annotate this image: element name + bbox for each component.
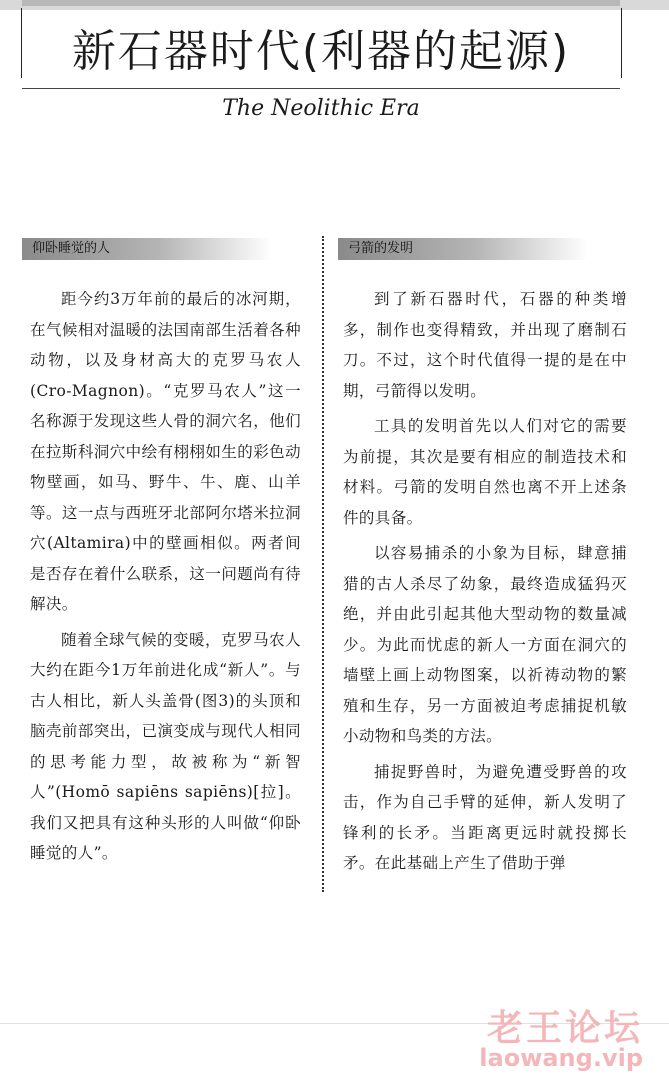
paragraph: 工具的发明首先以人们对它的需要为前提，其次是要有相应的制造技术和材料。弓箭的发明自然也离不开上述条件的具备。 — [343, 417, 627, 527]
page-title: 新石器时代(利器的起源) — [71, 26, 571, 77]
paragraph: 捕捉野兽时，为避免遭受野兽的攻击，作为自己手臂的延伸，新人发明了锋利的长矛。当距离更远时就投掷长矛。在此基础上产生了借助于弹 — [343, 762, 627, 872]
right-column — [343, 284, 627, 884]
paragraph: 随着全球气候的变暖，克罗马农人大约在距今1万年前进化成“新人”。与古人相比，新人头盖骨(图3)的头顶和脑壳前部突出，已演变成与现代人相同的思考能力型，故被称为“新智人”(Homō sapiēns sapiēns)[拉]。我们又把具有这种头形的人叫做“仰卧睡觉的人”。 — [30, 630, 301, 862]
page-subtitle: The Neolithic Era — [222, 96, 420, 121]
watermark-url: laowang.vip — [479, 1044, 643, 1072]
title-underline — [22, 88, 620, 89]
section-heading-left: 仰卧睡觉的人 — [22, 238, 272, 260]
left-column — [30, 284, 301, 874]
watermark-text: 老王论坛 — [486, 1008, 643, 1049]
paragraph: 距今约3万年前的最后的冰河期，在气候相对温暖的法国南部生活着各种动物，以及身材高大的克罗马农人(Cro-Magnon)。“克罗马农人”这一名称源于发现这些人骨的洞穴名，他们在拉斯科洞穴中绘有栩栩如生的彩色动物壁画，如马、野牛、牛、鹿、山羊等。这一点与西班牙北部阿尔塔米拉洞穴(Altamira)中的壁画相似。两者间是否存在着什么联系，这一问题尚有待解决。 — [30, 290, 301, 613]
paragraph: 到了新石器时代，石器的种类增多，制作也变得精致，并出现了磨制石刀。不过，这个时代值得一提的是在中期，弓箭得以发明。 — [343, 290, 627, 400]
section-heading-right: 弓箭的发明 — [338, 238, 588, 260]
paragraph: 以容易捕杀的小象为目标，肆意捕猎的古人杀尽了幼象，最终造成猛犸灭绝，并由此引起其他大型动物的数量减少。为此而忧虑的新人一方面在洞穴的墙壁上画上动物图案，以祈祷动物的繁殖和生存，另一方面被迫考虑捕捉机敏小动物和鸟类的方法。 — [343, 544, 627, 745]
top-header-band — [22, 0, 620, 6]
column-divider — [322, 236, 324, 892]
right-title-border — [621, 8, 622, 78]
